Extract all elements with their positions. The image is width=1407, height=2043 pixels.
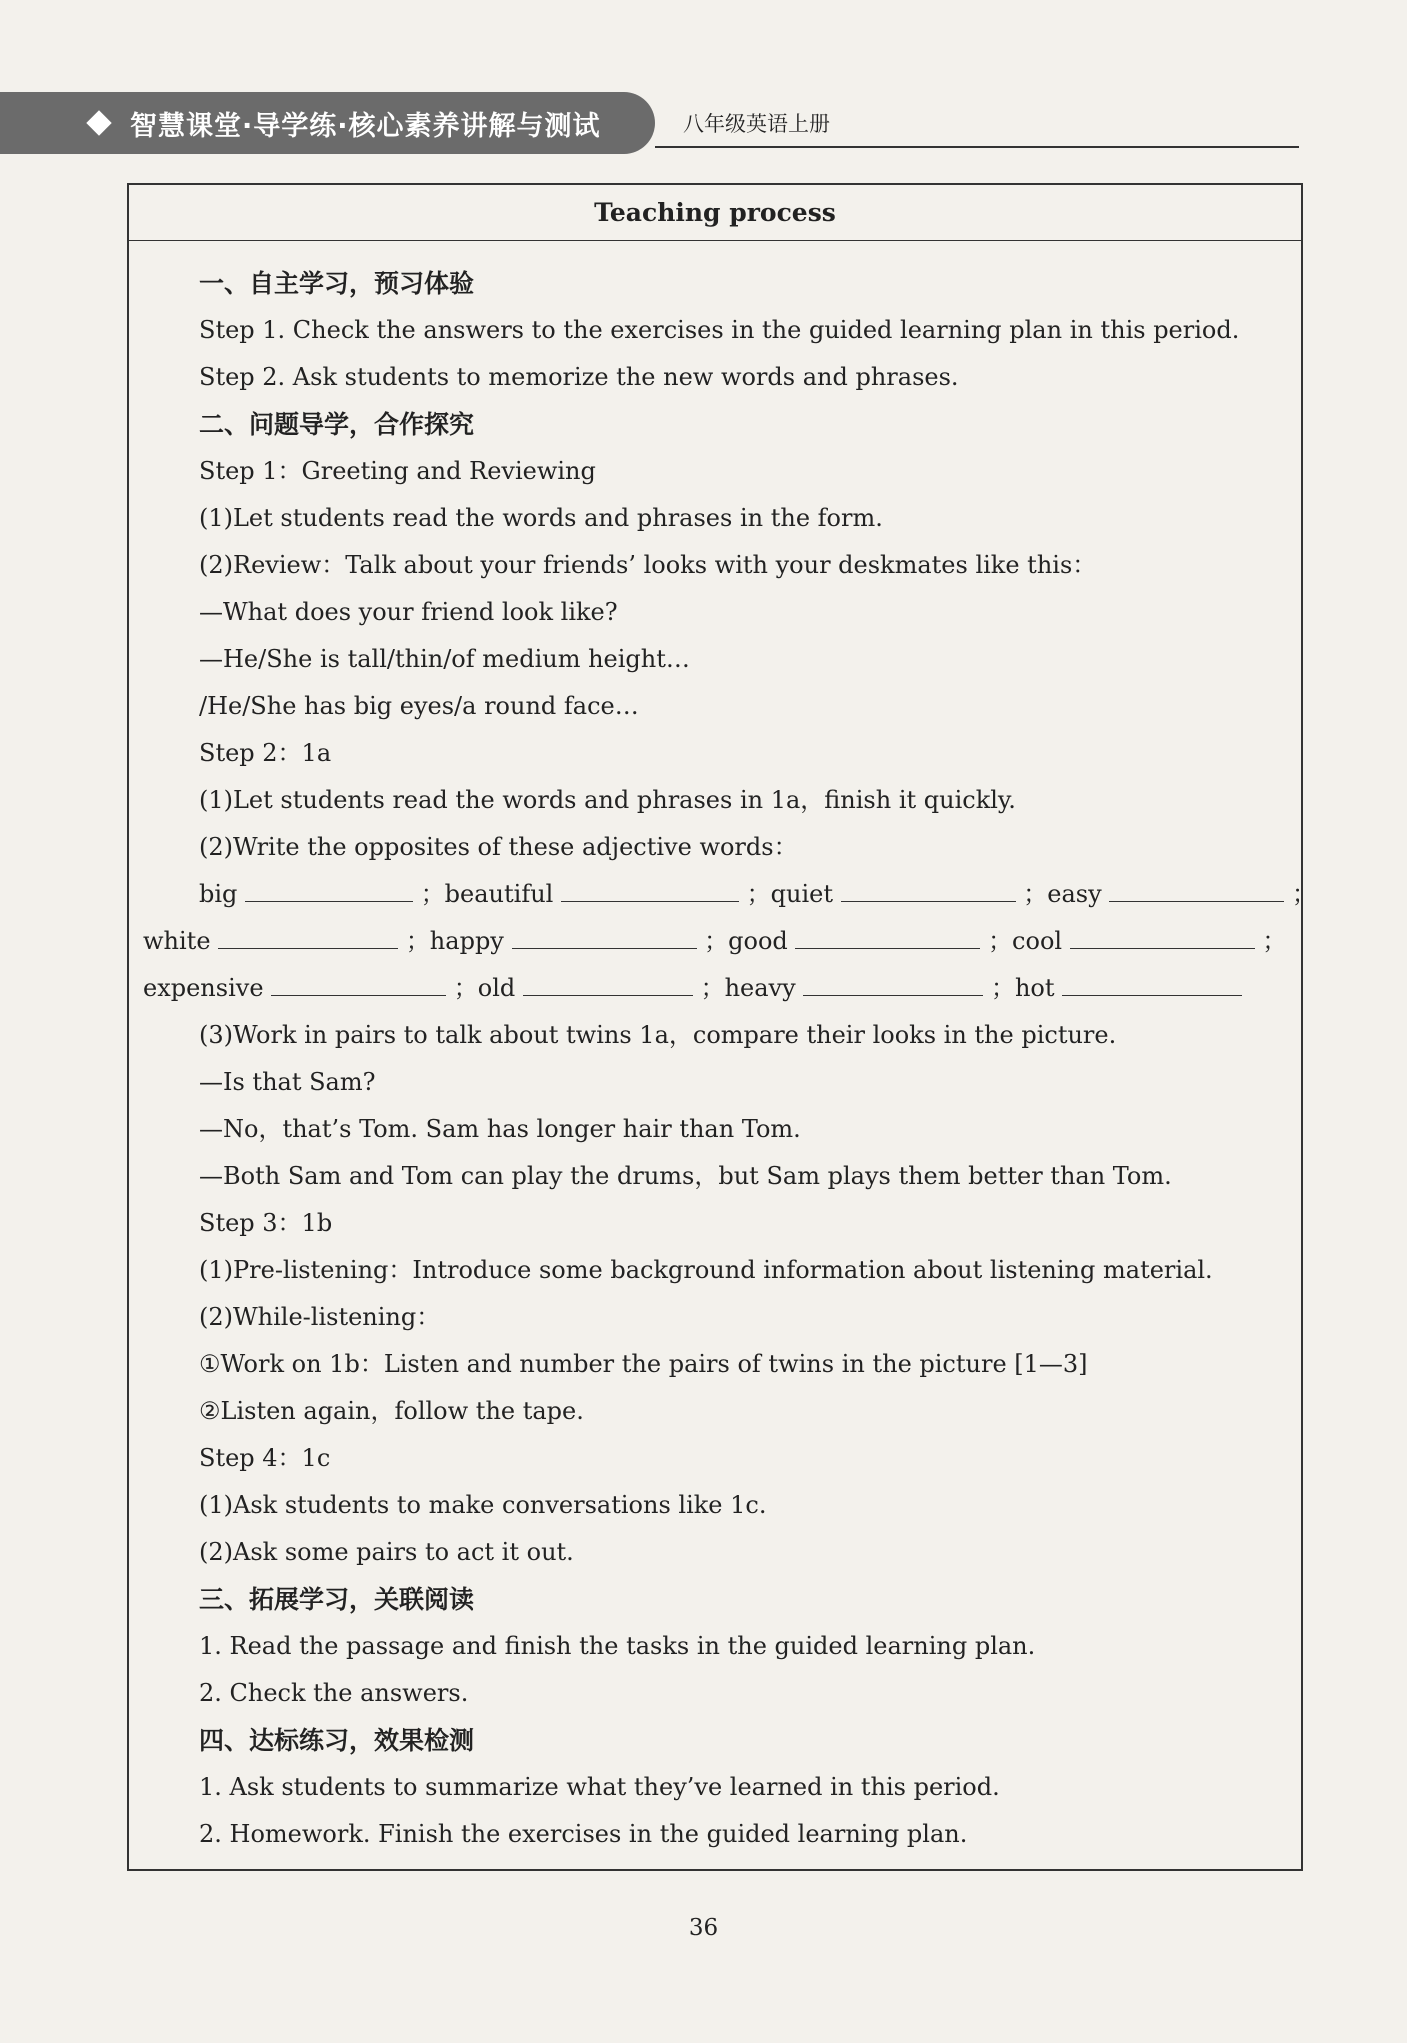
answer-blank[interactable] bbox=[1062, 965, 1242, 996]
series-title: 智慧课堂·导学练·核心素养讲解与测试 bbox=[130, 110, 601, 142]
section-heading: 一、自主学习，预习体验 bbox=[199, 269, 475, 298]
answer-blank[interactable] bbox=[803, 965, 983, 996]
word-label: white bbox=[143, 927, 211, 955]
step-line: 1. Ask students to summarize what they’ve learned in this period. bbox=[199, 1773, 1000, 1801]
teaching-process-box bbox=[127, 183, 1316, 1871]
answer-blank[interactable] bbox=[1070, 918, 1255, 949]
step-line: (3)Work in pairs to talk about twins 1a，compare their looks in the picture. bbox=[199, 1021, 1117, 1049]
step-line: (1)Let students read the words and phrases in the form. bbox=[199, 504, 883, 532]
answer-blank[interactable] bbox=[841, 871, 1016, 902]
box-title: Teaching process bbox=[129, 185, 1301, 241]
opposites-row-2 bbox=[129, 918, 1301, 965]
answer-blank[interactable] bbox=[512, 918, 697, 949]
step-line: Step 2. Ask students to memorize the new words and phrases. bbox=[199, 363, 959, 391]
box-content bbox=[129, 260, 1316, 1858]
dialog-line: —What does your friend look like? bbox=[199, 598, 618, 626]
step-line: Step 3：1b bbox=[199, 1209, 333, 1237]
answer-blank[interactable] bbox=[795, 918, 980, 949]
dialog-line: —Is that Sam? bbox=[199, 1068, 376, 1096]
diamond-icon bbox=[86, 110, 111, 135]
separator: ； bbox=[1291, 880, 1316, 908]
word-label: ；heavy bbox=[700, 974, 796, 1002]
dialog-line: —No，that’s Tom. Sam has longer hair than Tom. bbox=[199, 1115, 801, 1143]
step-line: Step 2：1a bbox=[199, 739, 332, 767]
header-band bbox=[0, 92, 655, 154]
dialog-line: —Both Sam and Tom can play the drums，but Sam plays them better than Tom. bbox=[199, 1162, 1172, 1190]
answer-blank[interactable] bbox=[245, 871, 413, 902]
word-label: ；good bbox=[704, 927, 788, 955]
step-line: (2)Ask some pairs to act it out. bbox=[199, 1538, 574, 1566]
answer-blank[interactable] bbox=[523, 965, 693, 996]
page-number: 36 bbox=[688, 1915, 719, 1941]
step-line: (1)Pre-listening：Introduce some background information about listening material. bbox=[199, 1256, 1213, 1284]
header-rule bbox=[655, 146, 1299, 148]
word-label: ；cool bbox=[988, 927, 1063, 955]
section-heading: 三、拓展学习，关联阅读 bbox=[199, 1585, 475, 1614]
book-title: 八年级英语上册 bbox=[683, 112, 830, 136]
step-line: (1)Let students read the words and phrases in 1a，finish it quickly. bbox=[199, 786, 1016, 814]
word-label: ；hot bbox=[990, 974, 1055, 1002]
dialog-line: —He/She is tall/thin/of medium height… bbox=[199, 645, 690, 673]
step-line: Step 1：Greeting and Reviewing bbox=[199, 457, 596, 485]
answer-blank[interactable] bbox=[271, 965, 446, 996]
section-heading: 二、问题导学，合作探究 bbox=[199, 410, 475, 439]
step-line: 1. Read the passage and finish the tasks in the guided learning plan. bbox=[199, 1632, 1036, 1660]
word-label: ；happy bbox=[405, 927, 504, 955]
step-line: 2. Check the answers. bbox=[199, 1679, 469, 1707]
step-line: Step 4：1c bbox=[199, 1444, 331, 1472]
word-label: ；old bbox=[453, 974, 516, 1002]
opposites-row-1 bbox=[129, 871, 1316, 918]
step-line: (2)Write the opposites of these adjective words： bbox=[199, 833, 798, 861]
word-label: big bbox=[199, 880, 238, 908]
answer-blank[interactable] bbox=[1109, 871, 1284, 902]
step-line: Step 1. Check the answers to the exercises in the guided learning plan in this period. bbox=[199, 316, 1240, 344]
opposites-row-3 bbox=[129, 965, 1301, 1012]
word-label: ；quiet bbox=[746, 880, 833, 908]
step-line: (2)Review：Talk about your friends’ looks with your deskmates like this： bbox=[199, 551, 1097, 579]
word-label: ；easy bbox=[1023, 880, 1102, 908]
answer-blank[interactable] bbox=[561, 871, 739, 902]
step-line: (2)While-listening： bbox=[199, 1303, 441, 1331]
section-heading: 四、达标练习，效果检测 bbox=[199, 1726, 475, 1755]
step-line: ②Listen again，follow the tape. bbox=[199, 1397, 584, 1425]
answer-blank[interactable] bbox=[218, 918, 398, 949]
separator: ； bbox=[1262, 927, 1287, 955]
word-label: expensive bbox=[143, 974, 264, 1002]
dialog-line: /He/She has big eyes/a round face… bbox=[199, 692, 639, 720]
word-label: ；beautiful bbox=[420, 880, 554, 908]
step-line: ①Work on 1b：Listen and number the pairs of twins in the picture [1—3] bbox=[199, 1350, 1088, 1378]
step-line: 2. Homework. Finish the exercises in the guided learning plan. bbox=[199, 1820, 968, 1848]
step-line: (1)Ask students to make conversations like 1c. bbox=[199, 1491, 767, 1519]
